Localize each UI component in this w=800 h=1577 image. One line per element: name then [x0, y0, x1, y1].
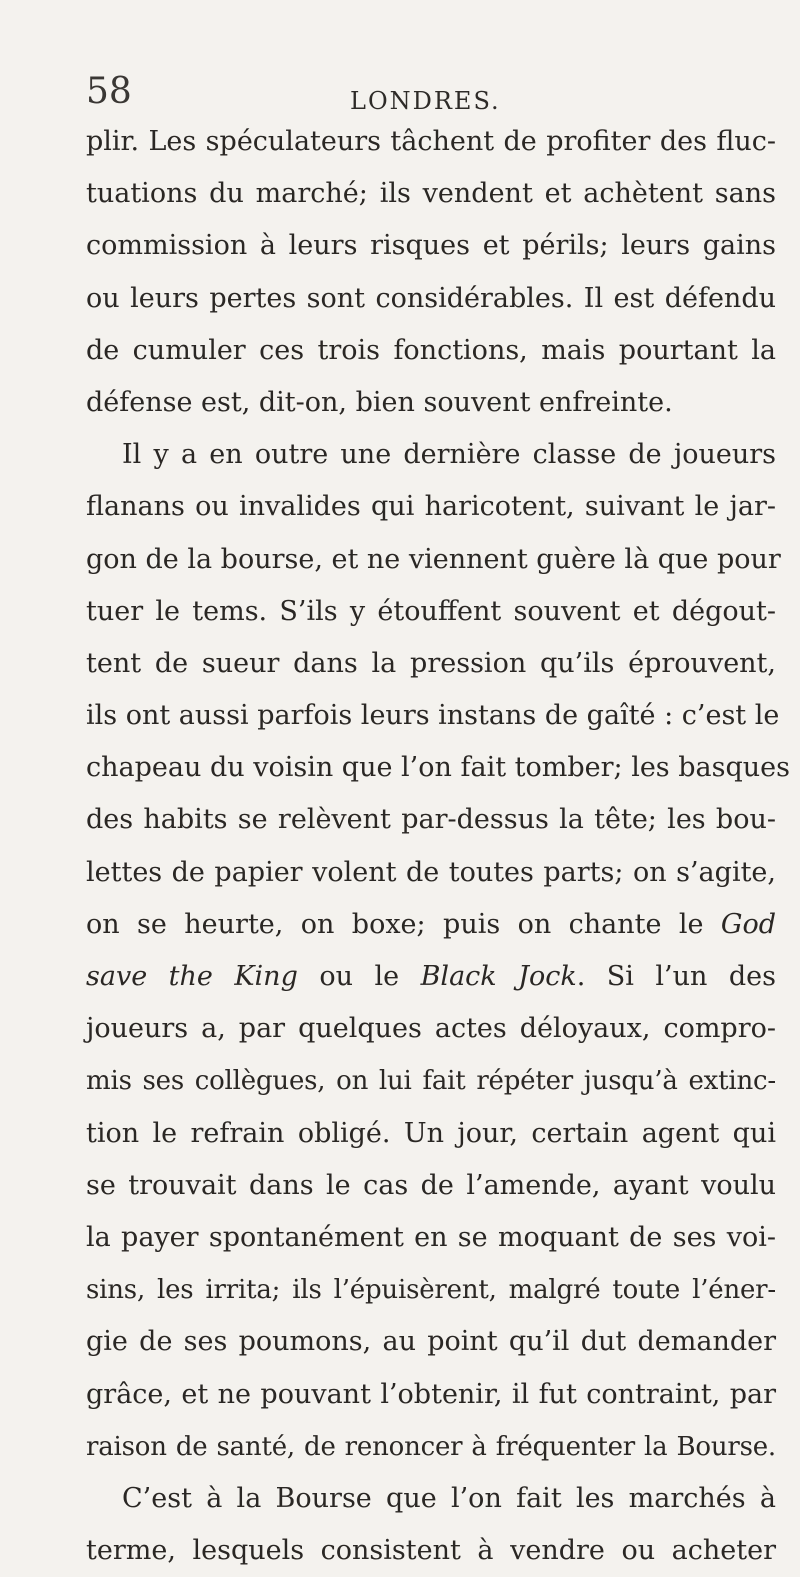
body-text: [86, 116, 790, 1577]
text-line: Il y a en outre une dernière classe de joueurs: [122, 439, 776, 471]
text-line: grâce, et ne pouvant l’obtenir, il fut contraint, par: [86, 1378, 776, 1410]
text-line: sins, les irrita; ils l’épuisèrent, malgré toute l’éner-: [86, 1275, 776, 1306]
text-line: [86, 951, 776, 1003]
text-line: défense est, dit-on, bien souvent enfreinte.: [86, 386, 673, 418]
text-line: des habits se relèvent par-dessus la tête; les bou-: [86, 804, 776, 836]
text-line: lettes de papier volent de toutes parts; on s’agite,: [86, 856, 776, 888]
page-number: 58: [86, 71, 132, 112]
text-line: chapeau du voisin que l’on fait tomber; les basques: [86, 752, 790, 784]
running-head: LONDRES.: [350, 87, 501, 115]
text-line: terme, lesquels consistent à vendre ou acheter: [86, 1535, 776, 1567]
text-span: ou le: [297, 961, 421, 992]
text-line: de cumuler ces trois fonctions, mais pourtant la: [86, 334, 776, 366]
text-line: tuer le tems. S’ils y étouffent souvent et dégout-: [86, 595, 776, 627]
text-line: raison de santé, de renoncer à fréquenter la Bourse.: [86, 1431, 776, 1462]
italic-title: save the King: [86, 961, 298, 992]
text-line: tuations du marché; ils vendent et achètent sans: [86, 178, 776, 210]
text-line: joueurs a, par quelques actes déloyaux, compro-: [86, 1013, 776, 1045]
text-span: . Si l’un des: [576, 961, 776, 992]
text-line: flanans ou invalides qui haricotent, suivant le jar-: [86, 491, 776, 523]
text-line: se trouvait dans le cas de l’amende, ayant voulu: [86, 1169, 776, 1201]
text-line: tent de sueur dans la pression qu’ils éprouvent,: [86, 647, 776, 679]
text-line: ou leurs pertes sont considérables. Il est défendu: [86, 282, 776, 314]
italic-title: Black Jock: [420, 961, 577, 992]
text-line: [86, 899, 776, 951]
text-line: C’est à la Bourse que l’on fait les marchés à: [122, 1482, 776, 1514]
text-line: la payer spontanément en se moquant de ses voi-: [86, 1221, 776, 1253]
text-line: ils ont aussi parfois leurs instans de gaîté : c’est le: [86, 700, 780, 732]
text-line: gie de ses poumons, au point qu’il dut demander: [86, 1326, 776, 1358]
text-line: commission à leurs risques et périls; leurs gains: [86, 230, 776, 262]
text-line: gon de la bourse, et ne viennent guère là que pour: [86, 543, 781, 575]
text-line: mis ses collègues, on lui fait répéter jusqu’à extinc-: [86, 1066, 776, 1097]
italic-title: God: [720, 908, 776, 940]
text-span: on se heurte, on boxe; puis on chante le: [86, 908, 704, 940]
text-line: tion le refrain obligé. Un jour, certain agent qui: [86, 1117, 776, 1149]
text-line: plir. Les spéculateurs tâchent de profiter des fluc-: [86, 126, 776, 157]
